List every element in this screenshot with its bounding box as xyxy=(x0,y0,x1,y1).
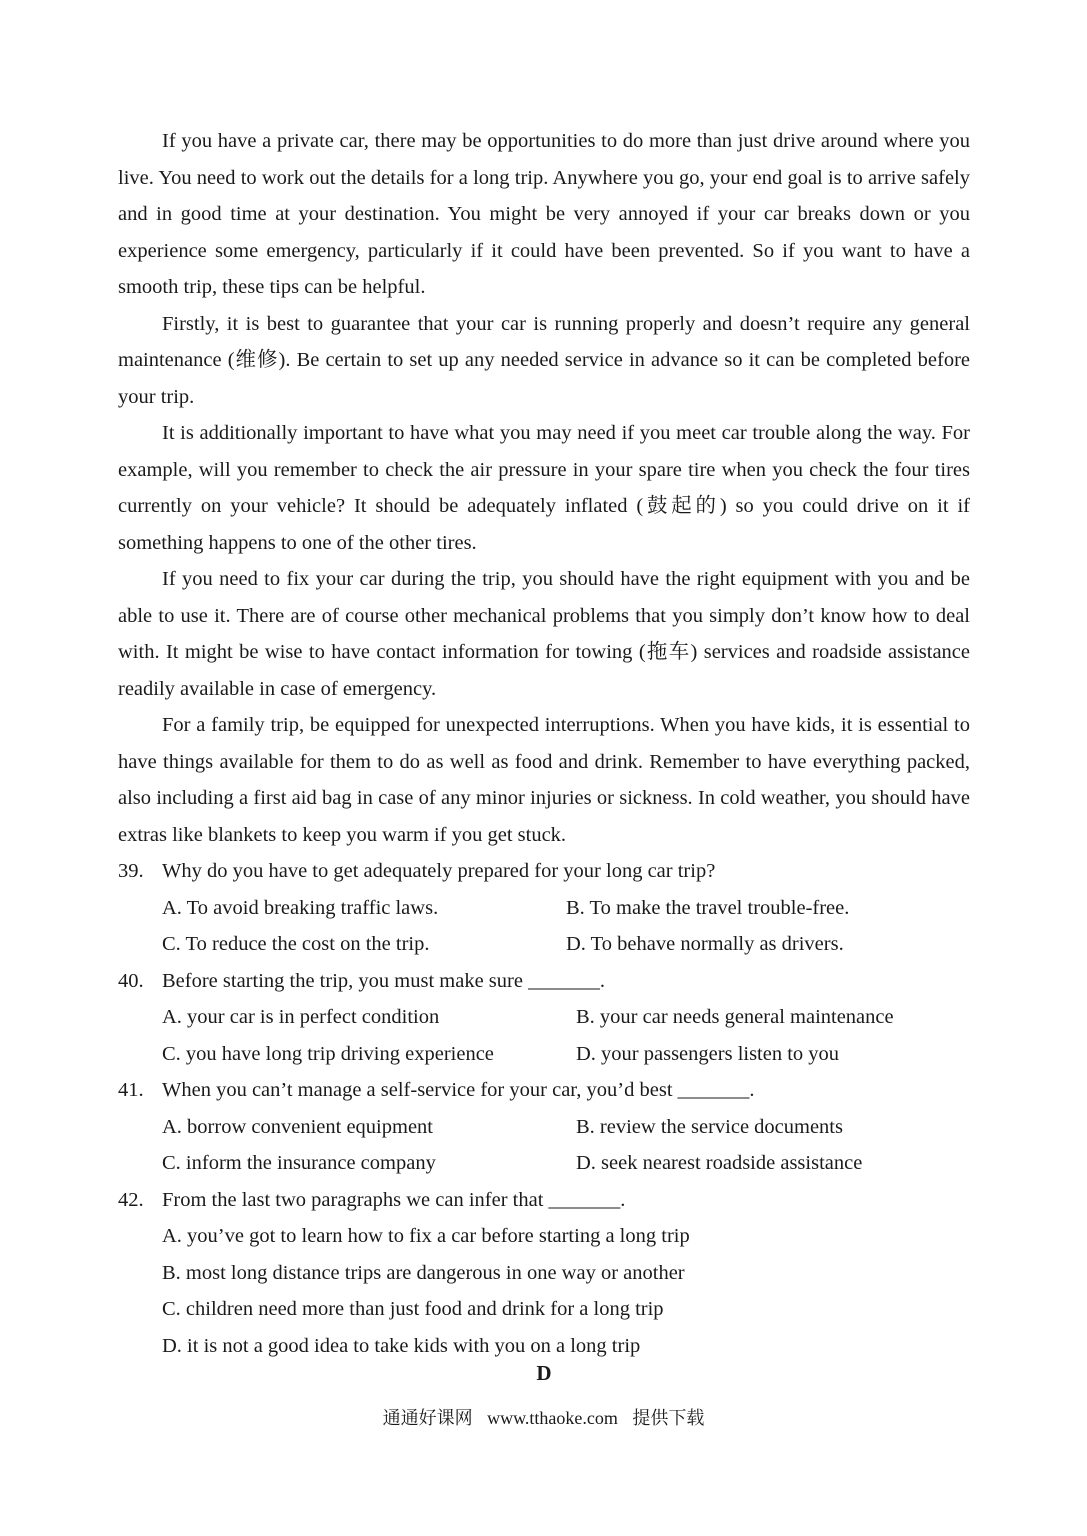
footer-note: 提供下载 xyxy=(632,1408,705,1428)
footer-url[interactable]: www.tthaoke.com xyxy=(487,1408,618,1428)
passage-paragraph: For a family trip, be equipped for unexpected interruptions. When you have kids, it is essential to have things available for them to do as well as food and drink. Remember to have everything packed, also including a first aid bag in case of any minor injuries or sickness. In cold weather, you should have extras like blankets to keep you warm if you get stuck. xyxy=(118,714,970,846)
option-c: C. inform the insurance company xyxy=(162,1152,436,1174)
question-number: 39. xyxy=(118,860,144,882)
option-b: B. most long distance trips are dangerous in one way or another xyxy=(162,1261,685,1284)
exam-page xyxy=(118,123,970,1388)
option-c: C. you have long trip driving experience xyxy=(162,1042,494,1065)
option-d: D. your passengers listen to you xyxy=(576,1042,840,1065)
question-40 xyxy=(118,963,970,1073)
question-number: 41. xyxy=(118,1079,144,1101)
question-number: 40. xyxy=(118,969,144,992)
page-footer xyxy=(0,1403,1087,1433)
question-stem: When you can’t manage a self-service for your car, you’d best _______. xyxy=(162,1079,755,1101)
reading-passage xyxy=(118,123,970,853)
answer-options xyxy=(118,1109,970,1182)
question-42 xyxy=(118,1182,970,1365)
section-heading: D xyxy=(536,1361,552,1385)
question-stem: Why do you have to get adequately prepared for your long car trip? xyxy=(162,860,716,882)
passage-paragraph: If you need to fix your car during the trip, you should have the right equipment with you and be able to use it. There are of course other mechanical problems that you simply don’t know how to deal with. It might be wise to have contact information for towing (拖车) services and roadside assistance readily available in case of emergency. xyxy=(118,568,970,700)
option-b: B. review the service documents xyxy=(576,1115,843,1138)
option-b: B. To make the travel trouble-free. xyxy=(566,896,850,919)
option-a: A. you’ve got to learn how to fix a car before starting a long trip xyxy=(162,1225,690,1247)
passage-paragraph: It is additionally important to have what you may need if you meet car trouble along the way. For example, will you remember to check the air pressure in your spare tire when you check the four tires currently on your vehicle? It should be adequately inflated (鼓起的) so you could drive on it if something happens to one of the other tires. xyxy=(118,422,970,554)
answer-options xyxy=(118,999,970,1072)
question-39 xyxy=(118,853,970,963)
question-stem: From the last two paragraphs we can infer that _______. xyxy=(162,1188,626,1211)
answer-options xyxy=(118,890,970,963)
question-stem: Before starting the trip, you must make sure _______. xyxy=(162,969,605,992)
option-a: A. To avoid breaking traffic laws. xyxy=(162,896,439,919)
question-number: 42. xyxy=(118,1188,144,1211)
footer-site-name: 通通好课网 xyxy=(382,1408,473,1428)
option-d: D. it is not a good idea to take kids with you on a long trip xyxy=(162,1334,641,1357)
passage-paragraph: If you have a private car, there may be opportunities to do more than just drive around where you live. You need to work out the details for a long trip. Anywhere you go, your end goal is to arrive safely and in good time at your destination. You might be very annoyed if your car breaks down or you experience some emergency, particularly if it could have been prevented. So if you want to have a smooth trip, these tips can be helpful. xyxy=(118,130,970,298)
option-a: A. your car is in perfect condition xyxy=(162,1006,440,1028)
option-a: A. borrow convenient equipment xyxy=(162,1115,433,1138)
question-41 xyxy=(118,1072,970,1182)
option-d: D. seek nearest roadside assistance xyxy=(576,1152,863,1174)
passage-paragraph: Firstly, it is best to guarantee that your car is running properly and doesn’t require any general maintenance (维修). Be certain to set up any needed service in advance so it can be completed before your trip. xyxy=(118,312,970,408)
option-c: C. To reduce the cost on the trip. xyxy=(162,933,430,955)
option-c: C. children need more than just food and drink for a long trip xyxy=(162,1298,664,1320)
option-b: B. your car needs general maintenance xyxy=(576,1006,894,1028)
answer-options xyxy=(118,1218,970,1364)
option-d: D. To behave normally as drivers. xyxy=(566,933,844,955)
